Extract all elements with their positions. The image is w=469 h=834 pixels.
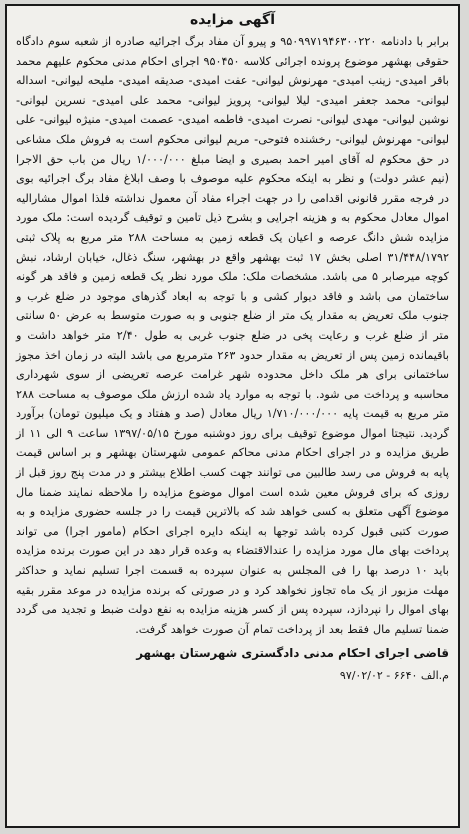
notice-body: برابر با دادنامه ۹۵۰۹۹۷۱۹۴۶۳۰۰۲۲۰ و پیرو آن مفاد برگ اجرائیه صادره از شعبه سوم دادگاه حقوقی بهشهر موضوع پرونده اجرائی کلاسه ۹۵۰۴۵۰ اجرای احکام مدنی محکوم علیهم محمد باقر امیدی- زینب امیدی- مهرنوش لیوانی- عفت امیدی- صدیقه امیدی- ملیحه لیوانی- اسداله لیوانی- محمد جعفر امیدی- لیلا لیوانی- پرویز لیوانی- محمد علی امیدی- نسرین لیوانی- نوشین لیوانی- مهدی لیوانی- نصرت امیدی- فاطمه امیدی- عصمت امیدی- منیژه لیوانی- علی لیوانی- مهرنوش لیوانی- رخشنده فتوحی- مریم لیوانی محکوم است به فروش ملک مشاعی در حق محکوم له آقای امیر احمد بصیری و ایضا مبلغ ۱/۰۰۰/۰۰۰ ریال من باب حق الاجرا (نیم عشر دولت) و نظر به اینکه محکوم علیه موصوف با وصف ابلاغ مفاد برگ اجرائیه بوی در فرجه مقرر قانونی اقدامی را در جهت اجراء مفاد آن معمول نداشته فلذا اموال مشارالیه اموال معادل محکوم به و هزینه اجرایی و بشرح ذیل تامین و توقیف گردیده است: ملک مورد مزایده شش دانگ عرصه و اعیان یک قطعه زمین به مساحت ۲۸۸ متر مربع به پلاک ثبتی ۳۱/۴۴۸/۱۷۹۲ اصلی بخش ۱۷ ثبت بهشهر واقع در بهشهر، سنگ ذغال، خیابان ارشاد، نبش کوچه میرصابر ۵ می باشد. مشخصات ملک: ملک مورد نظر یک قطعه زمین و فاقد هر گونه ساختمان می باشد و فاقد دیوار کشی و با توجه به ابعاد گذرهای موجود در ضلع غرب و جنوب ملک تعریض به مقدار یک متر از ضلع جنوبی و به صورت متوسط به عرض ۵۰ سانتی متر از ضلع غرب و رعایت پخی در ضلع جنوب غربی به طول ۲/۴۰ متر خواهد داشت و باقیمانده زمین پس از تعریض به مقدار حدود ۲۶۳ مترمربع می باشد البته در زمان اخذ مجوز ساختمانی برای هر ملک داخل محدوده شهر غرامت عرصه تعریضی از سوی شهرداری محاسبه و پرداخت می شود. با توجه به موارد یاد شده ارزش ملک موصوف به مساحت ۲۸۸ متر مربع به قیمت پایه ۱/۷۱۰/۰۰۰/۰۰۰ ریال معادل (صد و هفتاد و یک میلیون تومان) برآورد گردید. نتیجتا اموال موضوع توقیف برای روز دوشنبه مورخ ۱۳۹۷/۰۵/۱۵ ساعت ۹ الی ۱۱ از طریق مزایده و در اجرای احکام مدنی محاکم عمومی شهرستان بهشهر و بر اساس قیمت پایه به فروش می رسد طالبین می توانند جهت کسب اطلاع بیشتر و در مدت پنج روز قبل از روزی که برای فروش معین شده است اموال موضوع مزایده را ملاحظه نمایند ضمنا مال موضوع آگهی متعلق به کسی خواهد شد که بالاترین قیمت را در جلسه حضوری مزایده و به صورت کتبی قبول کرده باشد توجها به اینکه دایره اجرای احکام (مامور اجرا) می تواند پرداخت بهای مال مورد مزایده را عندالاقتضاء به وعده قرار دهد در این صورت برنده مزایده باید ۱۰ درصد بها را فی المجلس به عنوان سپرده به قسمت اجرا تسلیم نماید و حداکثر مهلت مزبور از یک ماه تجاوز نخواهد کرد و در صورتی که برنده مزایده در موعد مقرر بقیه بهای اموال را نپردازد، سپرده پس از کسر هزینه مزایده به نفع دولت ضبط و تجدید می گردد ضمنا تسلیم مال فقط بعد از پرداخت تمام آن صورت خواهد گرفت. bbox=[16, 35, 450, 636]
notice-title: آگهی مزایده bbox=[189, 12, 275, 28]
notice-reference-number: م.الف ۶۶۴۰ - ۹۷/۰۲/۰۲ bbox=[339, 669, 449, 683]
notice-signature: قاضی اجرای احکام مدنی دادگستری شهرستان بهشهر bbox=[136, 646, 449, 661]
auction-notice bbox=[5, 4, 460, 828]
